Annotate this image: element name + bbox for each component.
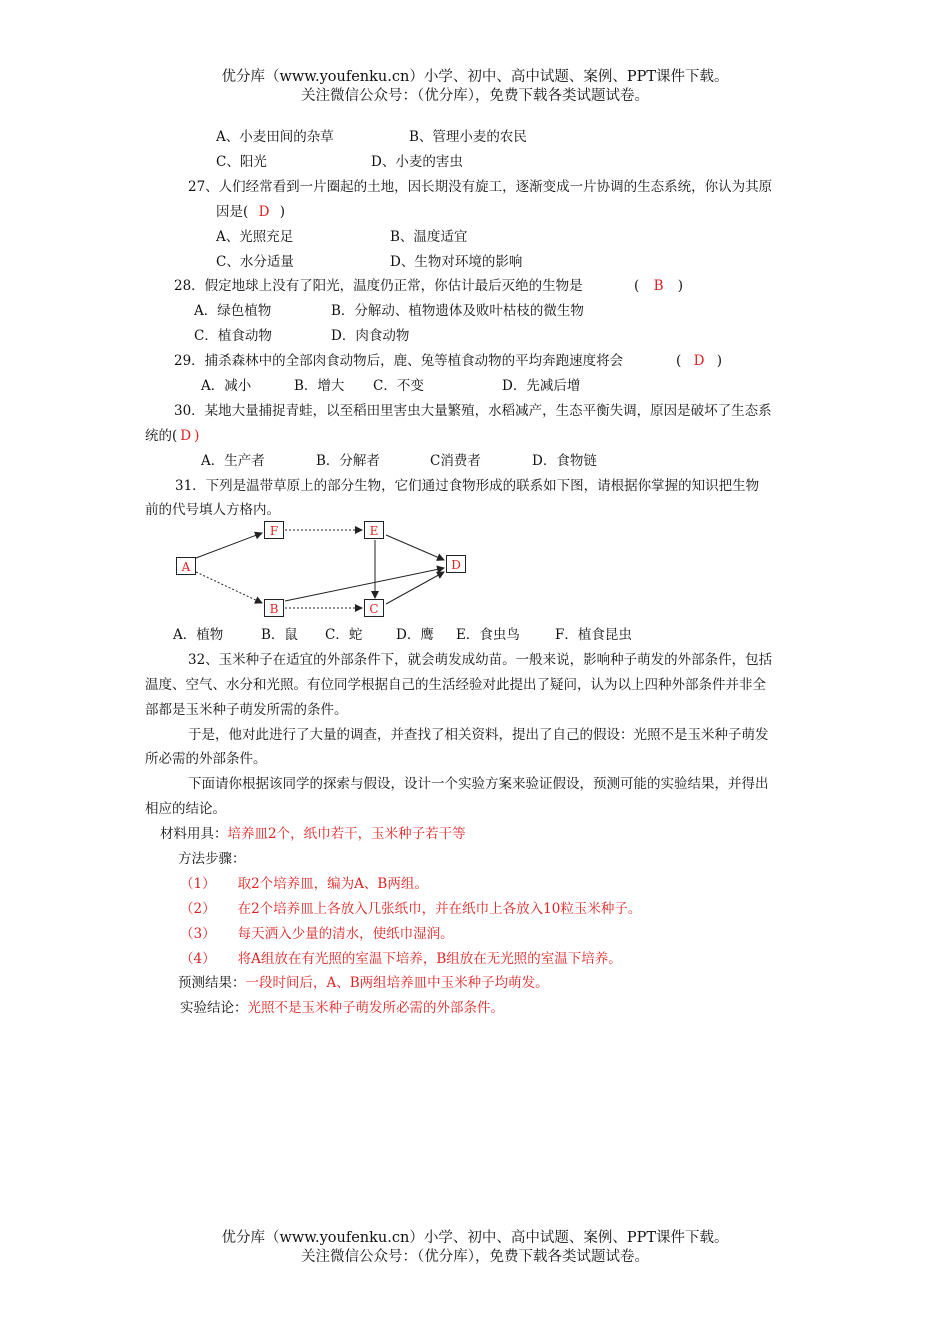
q29-option-c: C．不变 (373, 378, 424, 394)
q27-stem-line-1: 27、人们经常看到一片圈起的土地，因长期没有旋工，逐渐变成一片协调的生态系统，你认为其原 (188, 179, 773, 195)
q32-p2-line-2: 所必需的外部条件。 (145, 751, 267, 767)
q27-option-d: D、生物对环境的影响 (390, 254, 523, 270)
q27-option-b: B、温度适宜 (390, 229, 468, 245)
q30-stem-line-1: 30．某地大量捕捉青蛙，以至稻田里害虫大量繁殖，水稻减产，生态平衡失调，原因是破坏了生态系 (174, 403, 772, 419)
q29-stem: 29．捕杀森林中的全部肉食动物后，鹿、兔等植食动物的平均奔跑速度将会 (174, 353, 624, 369)
legend-item: E．食虫鸟 (456, 627, 520, 643)
q32-p1-line-2: 温度、空气、水分和光照。有位同学根据自己的生活经验对此提出了疑问，认为以上四种外部条件并非全 (145, 677, 766, 693)
q32-p3-line-1: 下面请你根据该同学的探索与假设，设计一个实验方案来验证假设，预测可能的实验结果，并得出 (188, 776, 769, 792)
q32-p1-line-1: 32、玉米种子在适宜的外部条件下，就会萌发成幼苗。一般来说，影响种子萌发的外部条件，包括 (188, 652, 773, 668)
q30-stem-post: ) (194, 428, 200, 444)
q27-stem-post: ) (279, 204, 285, 220)
step-number: （3） (180, 926, 216, 942)
q30-option-b: B．分解者 (316, 453, 380, 469)
step-2 (180, 900, 641, 918)
q26-option-a: A、小麦田间的杂草 (216, 129, 334, 145)
q27-option-a: A、光照充足 (216, 229, 294, 245)
q29-paren-open: ( (676, 353, 682, 369)
q28-option-d: D．肉食动物 (331, 328, 410, 344)
method-label: 方法步骤： (178, 851, 246, 867)
q30-option-a: A．生产者 (201, 453, 265, 469)
q29-answer: D (693, 353, 705, 369)
materials-line (160, 825, 466, 843)
arrow-e-to-d (386, 535, 444, 560)
node-c: C (364, 599, 384, 617)
node-d: D (446, 555, 466, 573)
q32-p3-line-2: 相应的结论。 (145, 801, 226, 817)
q29-option-a: A．减小 (201, 378, 252, 394)
q28-option-c: C．植食动物 (194, 328, 272, 344)
arrow-c-to-d (386, 572, 444, 604)
q30-stem-pre: 统的( (145, 428, 178, 444)
legend-item: C．蛇 (325, 627, 363, 643)
q28-answer: B (653, 278, 664, 294)
result-label: 预测结果： (178, 975, 246, 991)
step-number: （4） (180, 951, 216, 967)
q30-option-c: C消费者 (430, 453, 481, 469)
q30-answer: D (180, 428, 192, 444)
q28-option-b: B．分解动、植物遗体及败叶枯枝的微生物 (331, 303, 584, 319)
q28-option-a: A．绿色植物 (194, 303, 272, 319)
footer-line-1: 优分库（www.youfenku.cn）小学、初中、高中试题、案例、PPT课件下载。 (221, 1230, 729, 1246)
step-number: （1） (180, 876, 216, 892)
materials-value: 培养皿2个，纸巾若干，玉米种子若干等 (227, 826, 466, 842)
step-3 (180, 925, 454, 943)
q26-option-d: D、小麦的害虫 (371, 154, 463, 170)
q32-p1-line-3: 部都是玉米种子萌发所需的条件。 (145, 702, 348, 718)
materials-label: 材料用具： (160, 826, 228, 842)
step-text: 每天洒入少量的清水，使纸巾湿润。 (237, 926, 454, 942)
legend-item: D．鹰 (396, 627, 434, 643)
result-line (178, 974, 549, 992)
q28-stem: 28．假定地球上没有了阳光，温度仍正常，你估计最后灭绝的生物是 (174, 278, 583, 294)
conclusion-value: 光照不是玉米种子萌发所必需的外部条件。 (247, 1000, 504, 1016)
node-b: B (264, 599, 284, 617)
node-a: A (176, 557, 196, 575)
q29-option-b: B．增大 (294, 378, 345, 394)
q29-option-d: D．先减后增 (502, 378, 581, 394)
conclusion-label: 实验结论： (180, 1000, 248, 1016)
q32-p2-line-1: 于是，他对此进行了大量的调查，并查找了相关资料，提出了自己的假设：光照不是玉米种子萌发 (188, 727, 769, 743)
q27-option-c: C、水分适量 (216, 254, 294, 270)
step-1 (180, 875, 428, 893)
q27-stem-pre: 因是( (216, 204, 249, 220)
q26-option-b: B、管理小麦的农民 (409, 129, 527, 145)
node-e: E (364, 521, 384, 539)
footer-line-2: 关注微信公众号：（优分库），免费下载各类试题试卷。 (301, 1249, 649, 1265)
arrow-a-to-f (196, 533, 262, 558)
q26-option-c: C、阳光 (216, 154, 267, 170)
header-line-2: 关注微信公众号：（优分库），免费下载各类试题试卷。 (301, 88, 649, 104)
arrow-b-to-d (285, 568, 444, 601)
step-number: （2） (180, 901, 216, 917)
conclusion-line (180, 999, 504, 1017)
step-text: 将A组放在有光照的室温下培养，B组放在无光照的室温下培养。 (237, 951, 622, 967)
q27-answer: D (258, 204, 270, 220)
q28-paren-open: ( (634, 278, 640, 294)
step-text: 在2个培养皿上各放入几张纸巾，并在纸巾上各放入10粒玉米种子。 (237, 901, 642, 917)
arrow-a-to-b (196, 572, 262, 603)
q28-paren-close: ) (677, 278, 684, 294)
q29-paren-close: ) (716, 353, 722, 369)
q31-stem-line-1: 31．下列是温带草原上的部分生物，它们通过食物形成的联系如下图，请根据你掌握的知识把生物 (175, 478, 760, 494)
step-text: 取2个培养皿，编为A、B两组。 (237, 876, 428, 892)
step-4 (180, 950, 622, 968)
header-line-1: 优分库（www.youfenku.cn）小学、初中、高中试题、案例、PPT课件下载。 (221, 69, 729, 85)
node-f: F (264, 521, 284, 539)
legend-item: A．植物 (173, 627, 224, 643)
result-value: 一段时间后，A、B两组培养皿中玉米种子均萌发。 (245, 975, 549, 991)
legend-item: B．鼠 (261, 627, 298, 643)
q30-option-d: D．食物链 (532, 453, 597, 469)
legend-item: F．植食昆虫 (555, 627, 632, 643)
q31-stem-line-2: 前的代号填人方格内。 (145, 502, 280, 518)
